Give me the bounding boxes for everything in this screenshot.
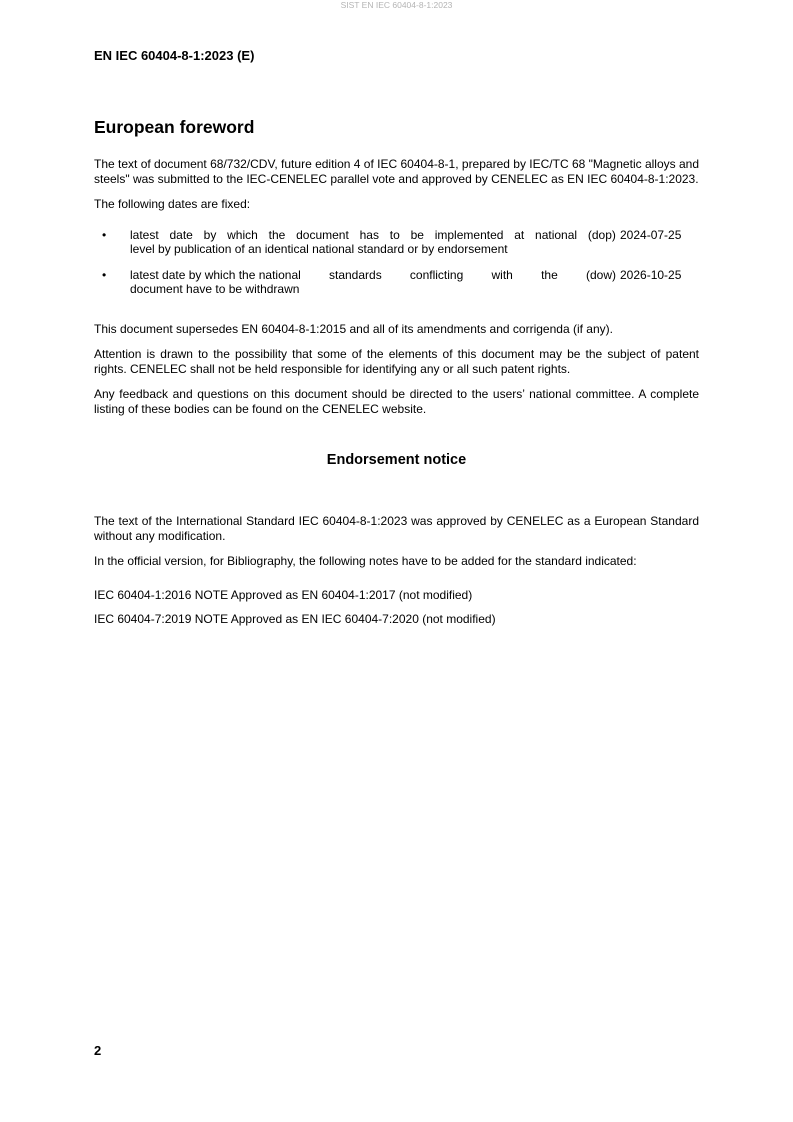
date-item-word: by <box>203 227 217 242</box>
date-item-word: at <box>514 227 525 242</box>
bullet-icon: • <box>102 227 107 242</box>
date-item-dop <box>94 228 699 257</box>
date-item-word: has <box>359 227 379 242</box>
date-item-word: national <box>535 227 578 242</box>
bibliography-notes <box>94 588 699 627</box>
date-value-dop: 2024-07-25 <box>620 227 682 242</box>
date-item-word: implemented <box>434 227 504 242</box>
supersedes-paragraph: This document supersedes EN 60404-8-1:2015 and all of its amendments and corrigenda (if any). <box>94 321 613 336</box>
date-item-description <box>130 228 616 257</box>
date-value-dow: 2026-10-25 <box>620 267 682 282</box>
date-item-word: the <box>541 267 558 282</box>
date-item-line2: level by publication of an identical national standard or by endorsement <box>130 242 508 256</box>
date-item-line1 <box>130 268 616 283</box>
endorsement-heading: Endorsement notice <box>326 452 467 468</box>
date-item-dow <box>94 268 699 297</box>
date-item-word: standards <box>329 267 382 282</box>
dates-intro: The following dates are fixed: <box>94 197 251 211</box>
date-item-word: (dop) <box>587 227 616 242</box>
date-item-word: document <box>296 227 349 242</box>
date-item-word: be <box>410 227 424 242</box>
date-item-line1 <box>130 228 616 243</box>
feedback-paragraph: Any feedback and questions on this document should be directed to the users’ national committee. A complete listing of these bodies can be found on the CENELEC website. <box>94 387 699 416</box>
bullet-icon: • <box>102 267 107 282</box>
date-item-word: (dow) <box>585 267 616 282</box>
date-item-word: latest date by which the national <box>130 267 301 282</box>
page-number: 2 <box>94 1043 102 1058</box>
date-item-description <box>130 268 616 297</box>
patent-attention-paragraph: Attention is drawn to the possibility that some of the elements of this document may be the subject of patent rights. CENELEC shall not be held responsible for identifying any or all such patent rights. <box>94 347 699 376</box>
page-content <box>94 116 699 637</box>
dates-list <box>94 228 699 297</box>
watermark: SIST EN IEC 60404-8-1:2023 <box>340 0 453 10</box>
date-item-word: conflicting <box>409 267 464 282</box>
date-item-word: latest <box>130 227 159 242</box>
date-item-word: with <box>491 267 513 282</box>
foreword-paragraph-cdv: The text of document 68/732/CDV, future edition 4 of IEC 60404-8-1, prepared by IEC/TC 68 "Magnetic alloys and steels" was submitted to the IEC-CENELEC parallel vote and approved by CENELEC as EN IEC 60404-8-1:2023. <box>94 157 699 186</box>
bibliography-note: IEC 60404-1:2016 NOTE Approved as EN 60404-1:2017 (not modified) <box>94 587 473 602</box>
date-item-word: date <box>169 227 193 242</box>
bibliography-intro: In the official version, for Bibliography, the following notes have to be added for the standard indicated: <box>94 554 637 568</box>
date-item-word: the <box>268 227 286 242</box>
date-item-word: to <box>389 227 400 242</box>
foreword-heading: European foreword <box>94 117 255 137</box>
document-id-header: EN IEC 60404-8-1:2023 (E) <box>94 48 255 63</box>
date-item-word: which <box>227 227 258 242</box>
bibliography-note: IEC 60404-7:2019 NOTE Approved as EN IEC 60404-7:2020 (not modified) <box>94 612 496 626</box>
endorsement-paragraph: The text of the International Standard IEC 60404-8-1:2023 was approved by CENELEC as a European Standard without any modification. <box>94 514 699 543</box>
date-item-line2: document have to be withdrawn <box>130 282 300 296</box>
